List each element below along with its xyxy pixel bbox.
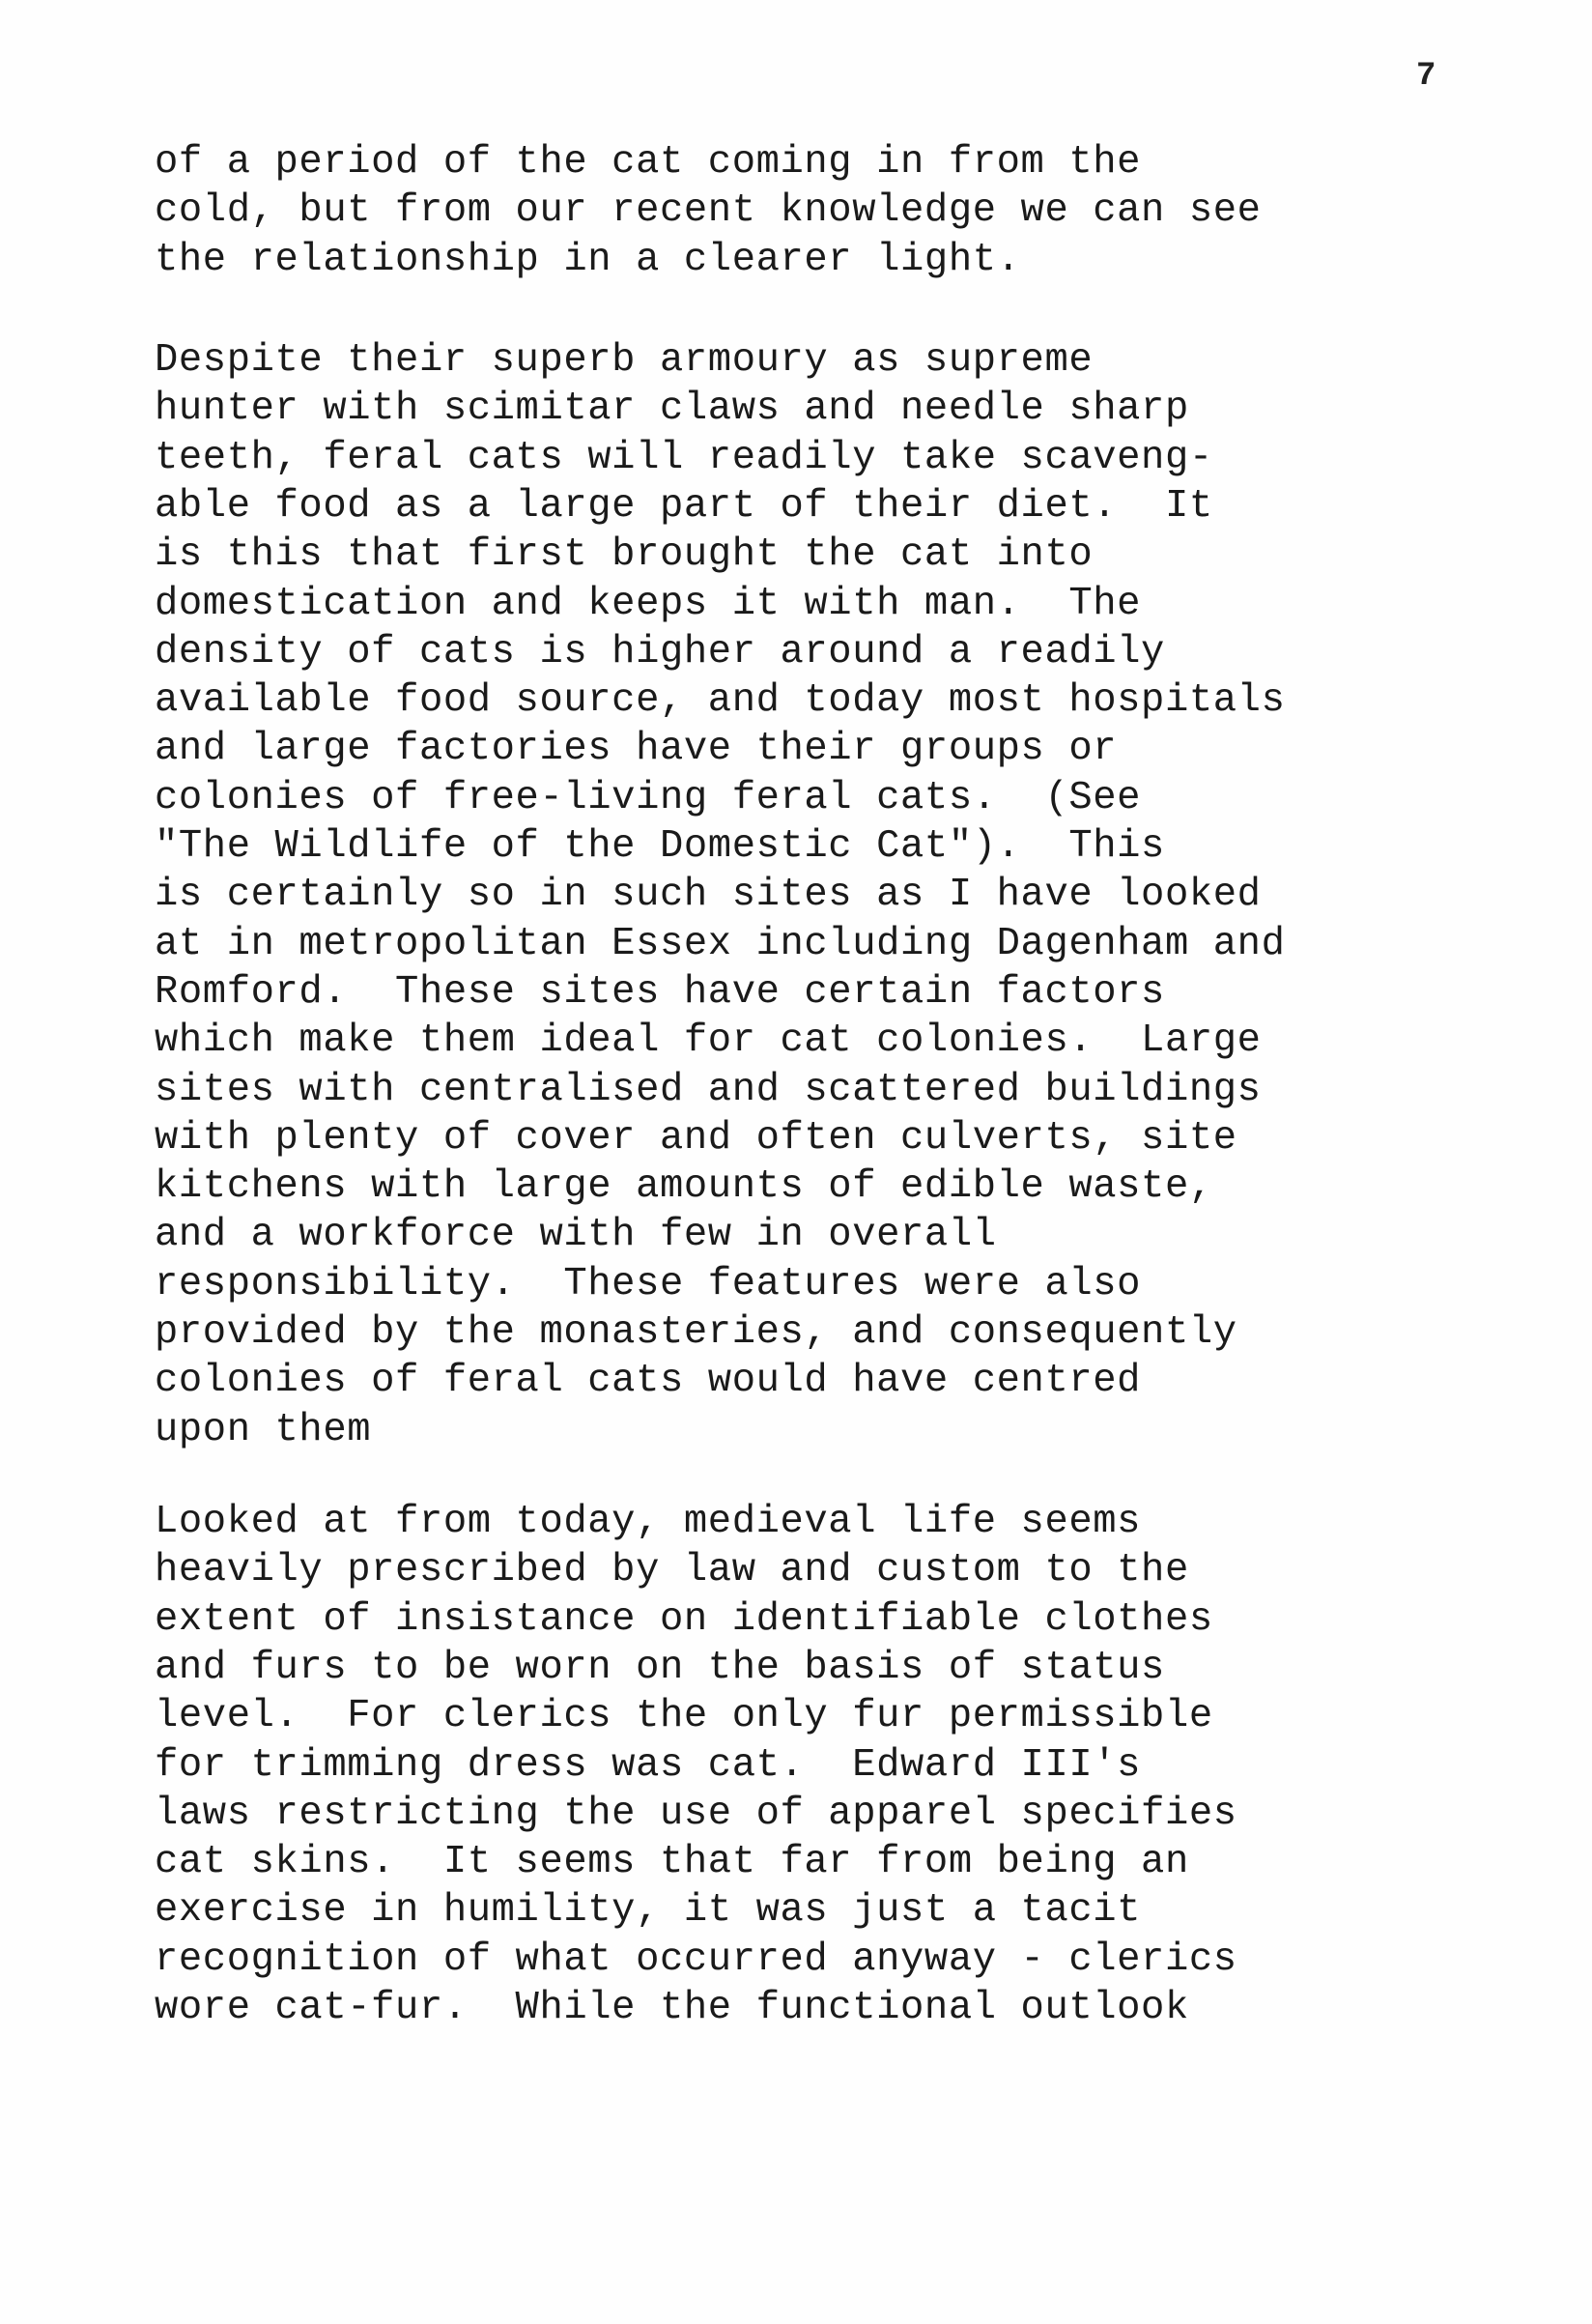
text-line: level. For clerics the only fur permissible	[155, 1694, 1213, 1739]
text-line: wore cat-fur. While the functional outlook	[155, 1986, 1189, 2030]
text-line: kitchens with large amounts of edible waste,	[155, 1164, 1213, 1210]
text-line: recognition of what occurred anyway - clerics	[155, 1937, 1237, 1982]
text-line: the relationship in a clearer light.	[155, 237, 1021, 282]
text-line: at in metropolitan Essex including Dagenham and	[155, 921, 1286, 966]
page-number: 7	[1416, 58, 1436, 95]
text-line: is certainly so in such sites as I have looked	[155, 873, 1262, 918]
text-line: teeth, feral cats will readily take scaveng-	[155, 435, 1213, 480]
text-line: and large factories have their groups or	[155, 727, 1118, 772]
text-line: sites with centralised and scattered buildings	[155, 1067, 1262, 1112]
text-line: upon them	[155, 1407, 372, 1452]
text-line: colonies of feral cats would have centred	[155, 1359, 1142, 1404]
text-line: for trimming dress was cat. Edward III's	[155, 1742, 1142, 1788]
text-line: Despite their superb armoury as supreme	[155, 338, 1094, 383]
text-line: "The Wildlife of the Domestic Cat"). This	[155, 824, 1165, 869]
text-line: cold, but from our recent knowledge we can see	[155, 188, 1262, 234]
text-line: heavily prescribed by law and custom to the	[155, 1548, 1189, 1593]
text-line: exercise in humility, it was just a tacit	[155, 1888, 1142, 1934]
text-line: domestication and keeps it with man. The	[155, 581, 1142, 626]
text-line: hunter with scimitar claws and needle sharp	[155, 387, 1189, 432]
text-line: available food source, and today most hospitals	[155, 678, 1286, 724]
text-line: colonies of free-living feral cats. (See	[155, 775, 1142, 820]
text-line: which make them ideal for cat colonies. Large	[155, 1019, 1262, 1064]
text-line: laws restricting the use of apparel specifies	[155, 1791, 1237, 1836]
text-line: with plenty of cover and often culverts, site	[155, 1115, 1237, 1161]
text-line: is this that first brought the cat into	[155, 532, 1094, 578]
text-line: of a period of the cat coming in from the	[155, 140, 1142, 185]
text-line: and furs to be worn on the basis of status	[155, 1645, 1165, 1690]
text-line: density of cats is higher around a readily	[155, 629, 1165, 674]
text-line: cat skins. It seems that far from being an	[155, 1840, 1189, 1885]
text-line: responsibility. These features were also	[155, 1261, 1142, 1306]
text-line: provided by the monasteries, and consequently	[155, 1310, 1237, 1355]
text-line: extent of insistance on identifiable clothes	[155, 1596, 1213, 1642]
text-line: and a workforce with few in overall	[155, 1213, 997, 1258]
text-line: able food as a large part of their diet. It	[155, 483, 1213, 529]
text-line: Looked at from today, medieval life seems	[155, 1500, 1142, 1544]
text-line: Romford. These sites have certain factors	[155, 969, 1165, 1015]
